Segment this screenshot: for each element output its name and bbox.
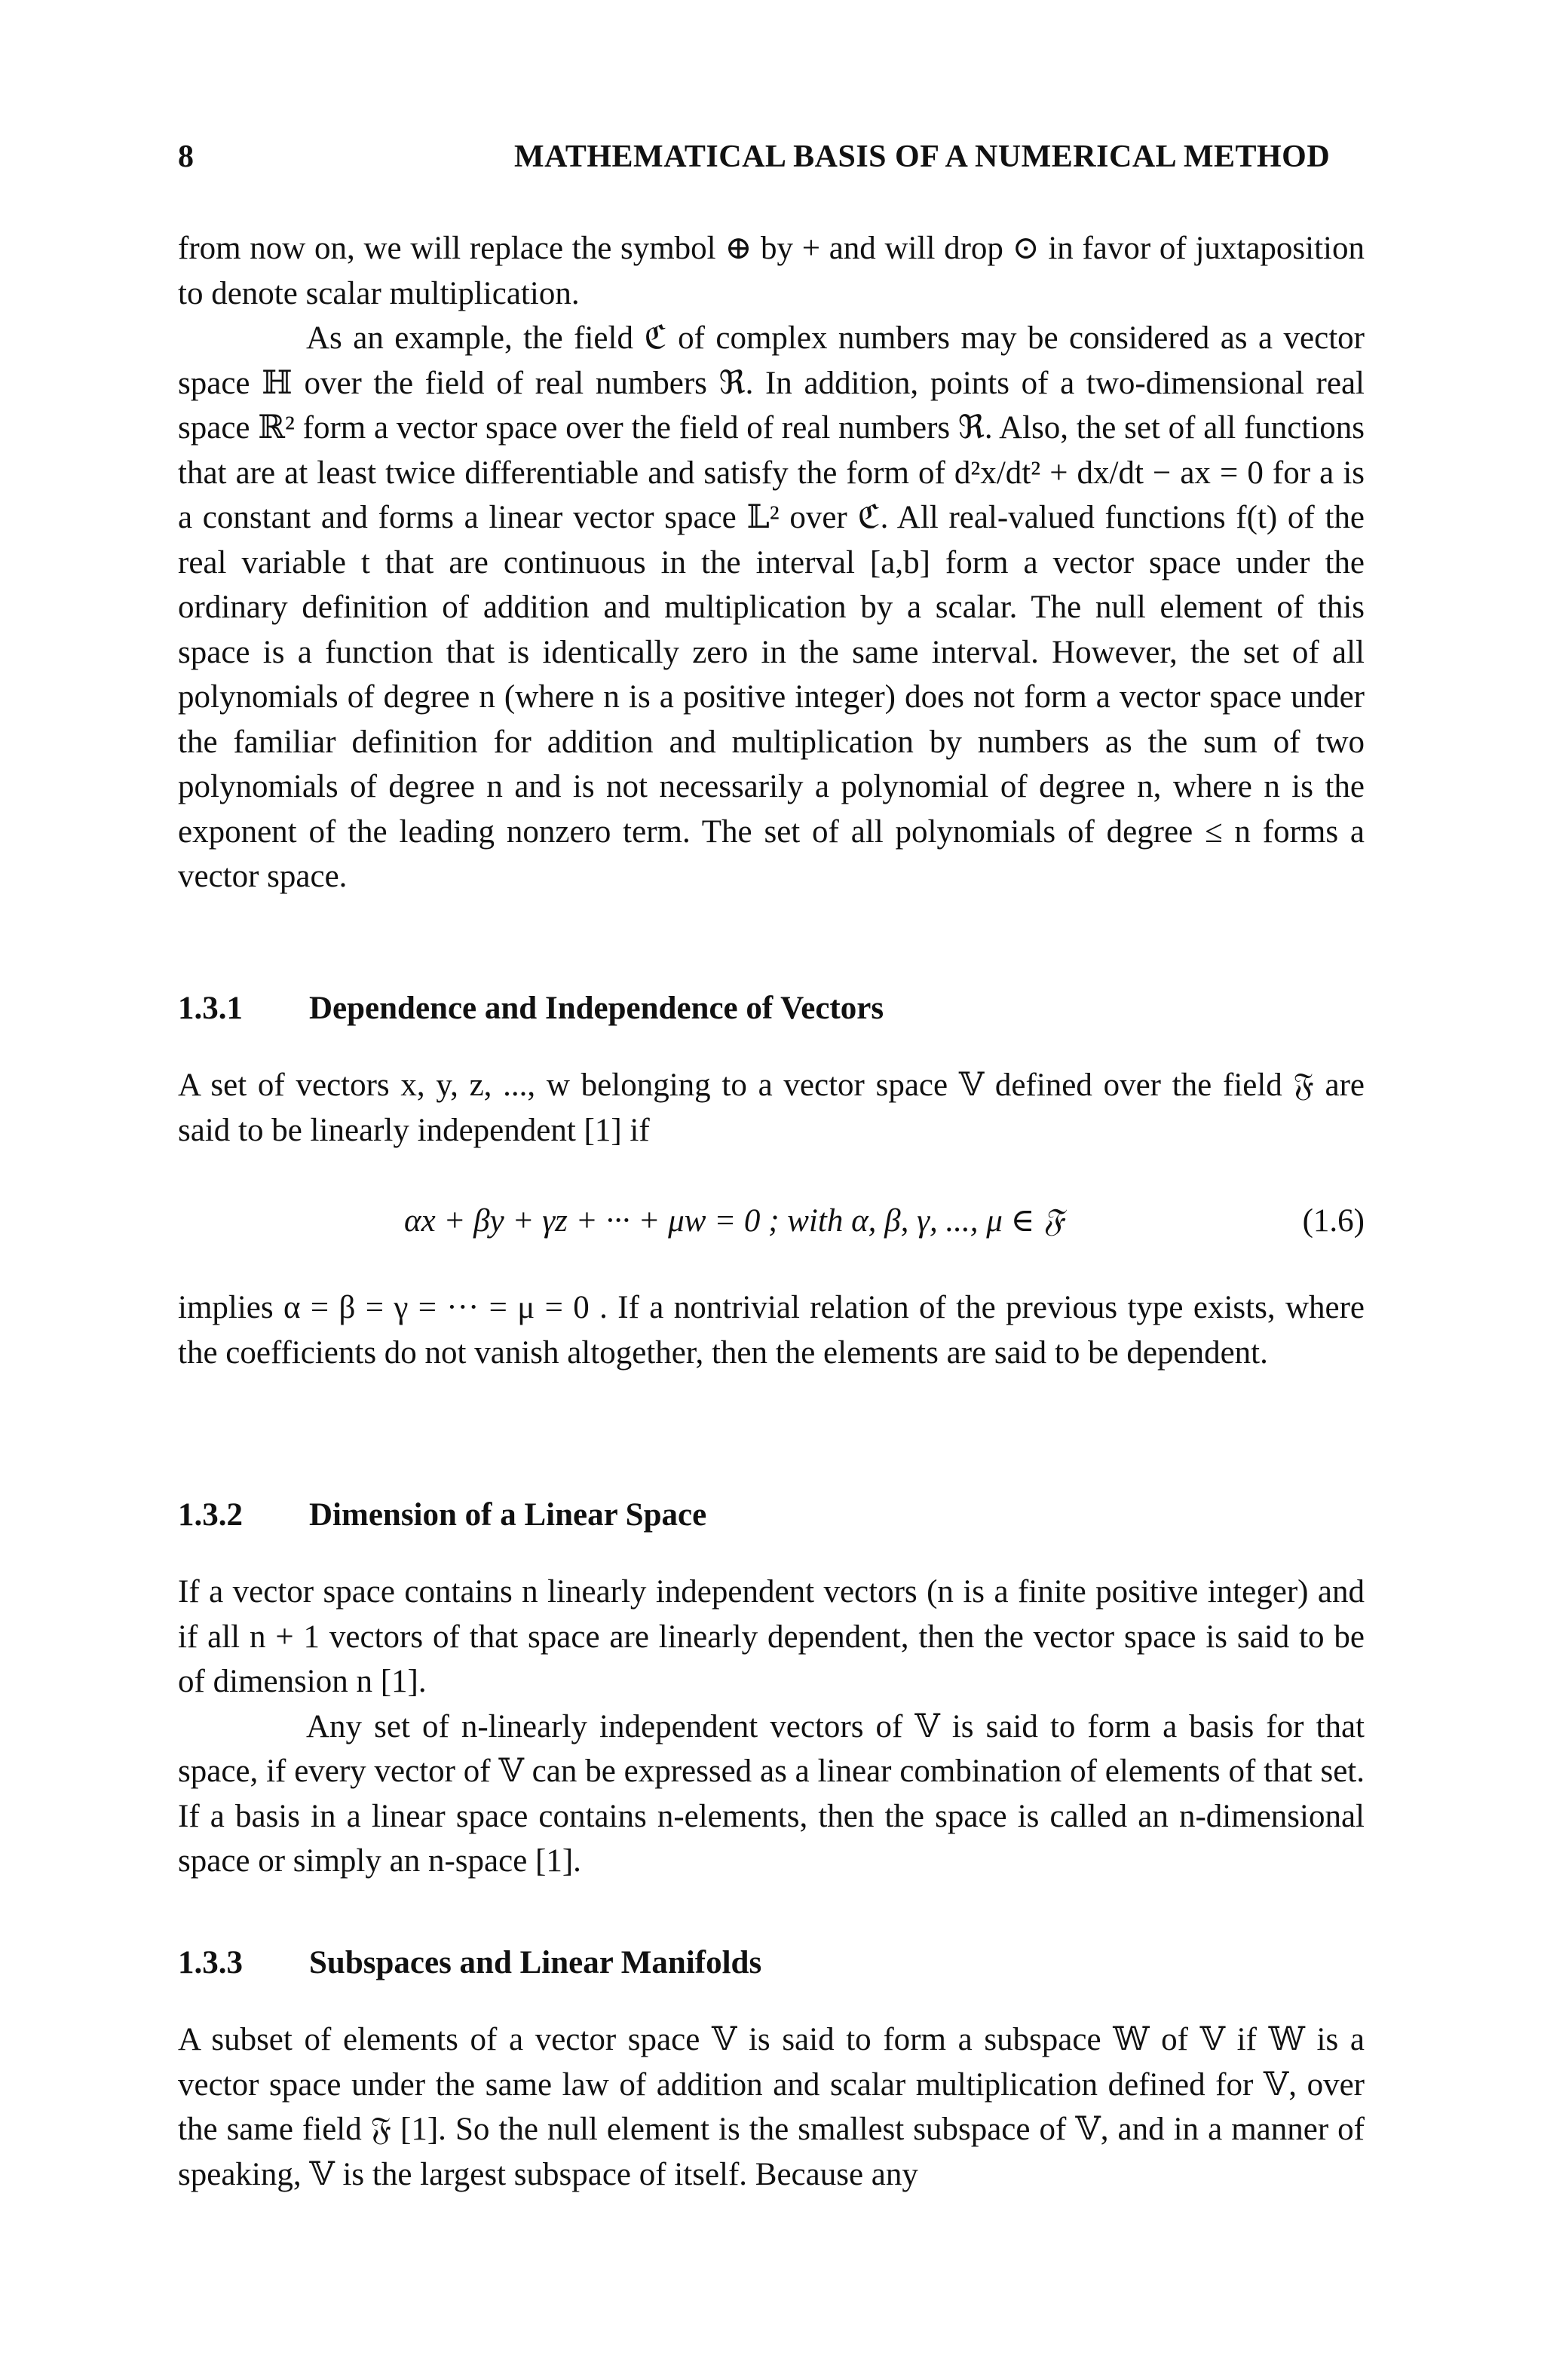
running-header (178, 139, 1365, 184)
intro-text (178, 226, 1365, 899)
paragraph-subspace: A subset of elements of a vector space 𝕍 is said to form a subspace 𝕎 of 𝕍 if 𝕎 is a vector space under the same law of addition and scalar multiplication defined for 𝕍, over the same field 𝔉 [1]. So the null element is the smallest subspace of 𝕍, and in a manner of speaking, 𝕍 is the largest subspace of itself. Because any (178, 2022, 1365, 2192)
section-title: Dimension of a Linear Space (309, 1497, 707, 1533)
section-heading-1-3-2 (178, 1493, 706, 1538)
paragraph-1: from now on, we will replace the symbol ⊕ by + and will drop ⊙ in favor of juxtaposition to denote scalar multiplication. (178, 231, 1365, 311)
section-1-3-1-text-continued (178, 1285, 1365, 1375)
section-title: Subspaces and Linear Manifolds (309, 1945, 762, 1980)
section-title: Dependence and Independence of Vectors (309, 991, 884, 1026)
equation-expression: αx + βy + γz + ··· + μw = 0 ; with α, β, γ, ..., μ ∈ 𝔉 (404, 1203, 1064, 1239)
section-number: 1.3.1 (178, 991, 243, 1026)
paragraph-dimension: If a vector space contains n linearly independent vectors (n is a finite positive integer) and if all n + 1 vectors of that space are linearly dependent, then the vector space is said to be of dimension n [1]. (178, 1574, 1365, 1699)
paragraph-basis: Any set of n-linearly independent vectors of 𝕍 is said to form a basis for that space, if every vector of 𝕍 can be expressed as a linear combination of elements of that set. If a basis in a linear space contains n-elements, then the space is called an n-dimensional space or simply an n-space [1]. (178, 1708, 1365, 1879)
paragraph-2: As an example, the field ℭ of complex numbers may be considered as a vector space ℍ over the field of real numbers ℜ. In addition, points of a two-dimensional real space ℝ² form a vector space over the field of real numbers ℜ. Also, the set of all functions that are at least twice differentiable and satisfy the form of d²x/dt² + dx/dt − ax = 0 for a is a constant and forms a linear vector space 𝕃² over ℭ. All real-valued functions f(t) of the real variable t that are continuous in the interval [a,b] form a vector space under the ordinary definition of addition and multiplication by a scalar. The null element of this space is a function that is identically zero in the same interval. However, the set of all polynomials of degree n (where n is a positive integer) does not form a vector space under the familiar definition for addition and multiplication by numbers as the sum of two polynomials of degree n and is not necessarily a polynomial of degree n, where n is the exponent of the leading nonzero term. The set of all polynomials of degree ≤ n forms a vector space. (178, 320, 1365, 894)
section-1-3-3-text (178, 2017, 1365, 2197)
section-number: 1.3.2 (178, 1497, 243, 1533)
running-title: MATHEMATICAL BASIS OF A NUMERICAL METHOD (514, 139, 1331, 174)
section-number: 1.3.3 (178, 1945, 243, 1980)
page-number: 8 (178, 139, 194, 174)
paragraph-independence-definition: A set of vectors x, y, z, ..., w belonging to a vector space 𝕍 defined over the field 𝔉 are said to be linearly independent [1] if (178, 1067, 1365, 1148)
section-1-3-2-text (178, 1570, 1365, 1884)
section-heading-1-3-1 (178, 986, 884, 1031)
section-heading-1-3-3 (178, 1940, 761, 1986)
section-1-3-1-text (178, 1063, 1365, 1153)
paragraph-dependence: implies α = β = γ = ··· = μ = 0 . If a nontrivial relation of the previous type exists, where the coefficients do not vanish altogether, then the elements are said to be dependent. (178, 1290, 1365, 1371)
equation-tag: (1.6) (1302, 1203, 1365, 1239)
